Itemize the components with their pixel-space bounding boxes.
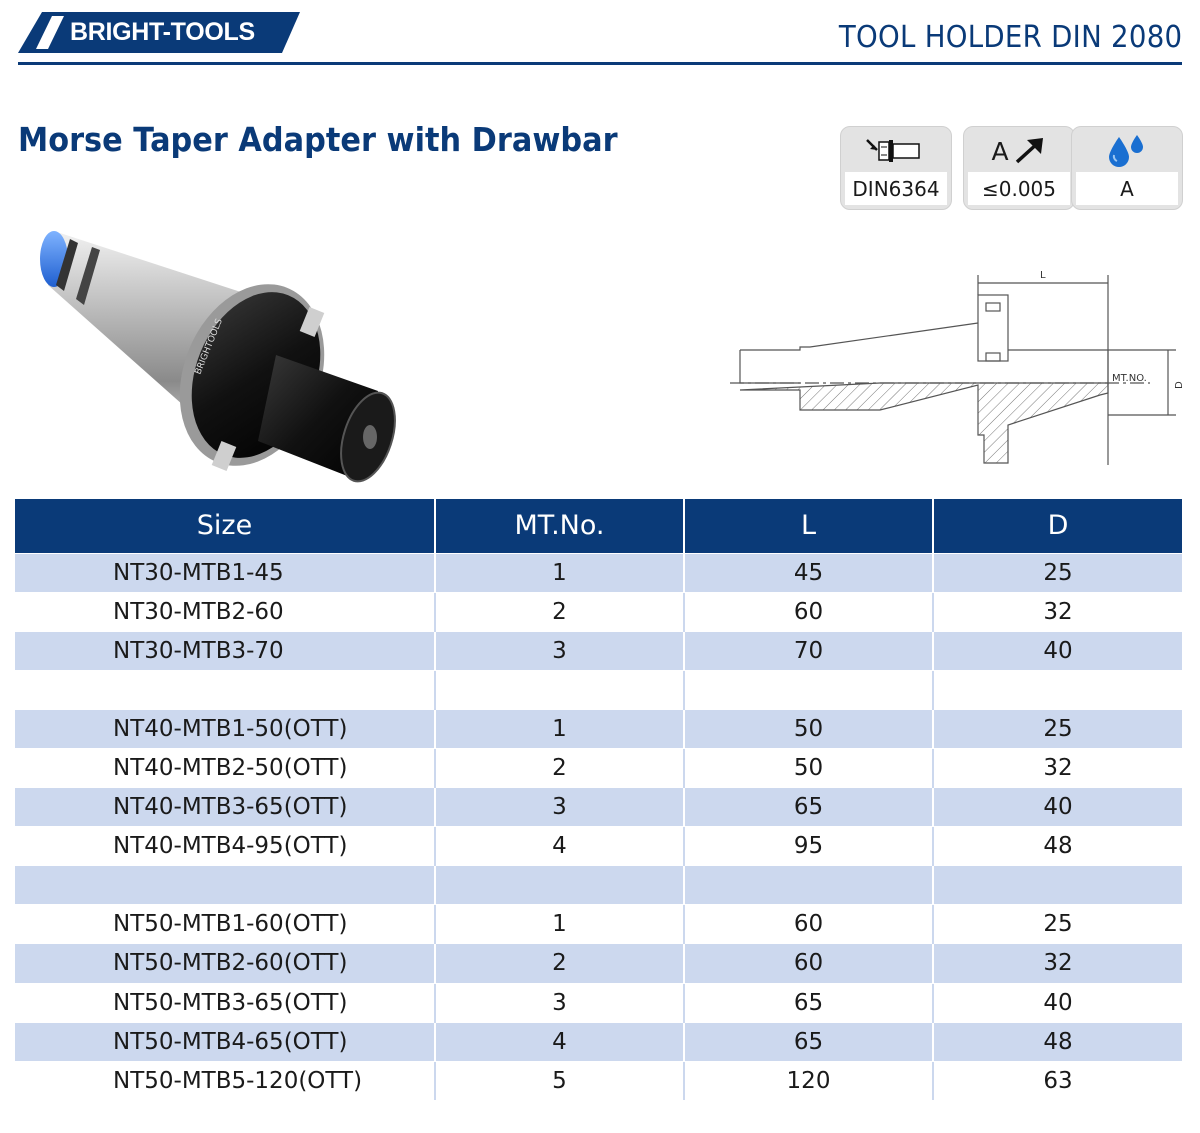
cell-size: NT30-MTB1-45 bbox=[15, 553, 435, 592]
cell-size: NT50-MTB1-60(OTT) bbox=[15, 905, 435, 944]
photo-engraving: BRIGHTOOLS bbox=[193, 317, 225, 377]
cell-l: 65 bbox=[684, 788, 933, 827]
product-photo bbox=[30, 205, 410, 495]
cell-size bbox=[15, 866, 435, 905]
badge-coolant-value: A bbox=[1076, 172, 1178, 205]
table-row bbox=[15, 592, 1182, 631]
cell-mt-no: 4 bbox=[435, 827, 684, 866]
header-divider bbox=[18, 62, 1182, 65]
runout-label: A bbox=[991, 136, 1009, 166]
cell-size: NT50-MTB4-65(OTT) bbox=[15, 1022, 435, 1061]
cell-mt-no: 1 bbox=[435, 905, 684, 944]
technical-drawing bbox=[730, 265, 1192, 475]
cell-mt-no: 2 bbox=[435, 944, 684, 983]
table-row bbox=[15, 1022, 1182, 1061]
document-title: TOOL HOLDER DIN 2080 bbox=[838, 20, 1182, 55]
cell-d: 48 bbox=[933, 1022, 1182, 1061]
cell-l: 65 bbox=[684, 983, 933, 1022]
table-row bbox=[15, 827, 1182, 866]
drawing-label-d: D bbox=[1174, 381, 1185, 389]
cell-d: 40 bbox=[933, 983, 1182, 1022]
table-header-row bbox=[15, 499, 1182, 553]
badge-runout bbox=[963, 126, 1075, 210]
header-l: L bbox=[684, 499, 933, 553]
cell-l bbox=[684, 670, 933, 709]
header-size: Size bbox=[15, 499, 435, 553]
din-standard-icon bbox=[841, 131, 951, 171]
cell-l: 60 bbox=[684, 592, 933, 631]
cell-size: NT40-MTB2-50(OTT) bbox=[15, 748, 435, 787]
badge-din-value: DIN6364 bbox=[845, 172, 947, 205]
cell-size: NT40-MTB1-50(OTT) bbox=[15, 709, 435, 748]
product-title: Morse Taper Adapter with Drawbar bbox=[18, 120, 618, 159]
cell-l: 50 bbox=[684, 748, 933, 787]
spec-table bbox=[15, 499, 1182, 1100]
coolant-drops-icon bbox=[1072, 131, 1182, 171]
cell-size: NT30-MTB3-70 bbox=[15, 631, 435, 670]
drawing-label-mt: MT.NO. bbox=[1112, 373, 1147, 384]
cell-mt-no: 4 bbox=[435, 1022, 684, 1061]
brand-name: BRIGHT-TOOLS bbox=[70, 18, 255, 46]
cell-size: NT40-MTB3-65(OTT) bbox=[15, 788, 435, 827]
cell-l: 50 bbox=[684, 709, 933, 748]
cell-l: 45 bbox=[684, 553, 933, 592]
cell-mt-no: 3 bbox=[435, 631, 684, 670]
table-spacer-row bbox=[15, 670, 1182, 709]
cell-d: 25 bbox=[933, 905, 1182, 944]
table-row bbox=[15, 709, 1182, 748]
badge-runout-value: ≤0.005 bbox=[968, 172, 1070, 205]
header-d: D bbox=[933, 499, 1182, 553]
cell-l: 60 bbox=[684, 905, 933, 944]
cell-mt-no: 2 bbox=[435, 748, 684, 787]
badge-din-standard bbox=[840, 126, 952, 210]
cell-d: 32 bbox=[933, 592, 1182, 631]
table-row bbox=[15, 631, 1182, 670]
cell-mt-no: 2 bbox=[435, 592, 684, 631]
cell-size: NT30-MTB2-60 bbox=[15, 592, 435, 631]
cell-l: 65 bbox=[684, 1022, 933, 1061]
cell-size: NT40-MTB4-95(OTT) bbox=[15, 827, 435, 866]
cell-l: 70 bbox=[684, 631, 933, 670]
cell-d: 25 bbox=[933, 709, 1182, 748]
cell-d: 25 bbox=[933, 553, 1182, 592]
cell-size: NT50-MTB2-60(OTT) bbox=[15, 944, 435, 983]
drawing-label-l: L bbox=[1040, 270, 1046, 281]
table-row bbox=[15, 983, 1182, 1022]
cell-d: 32 bbox=[933, 944, 1182, 983]
cell-mt-no bbox=[435, 670, 684, 709]
cell-d: 63 bbox=[933, 1061, 1182, 1100]
header-mt-no: MT.No. bbox=[435, 499, 684, 553]
cell-mt-no: 3 bbox=[435, 788, 684, 827]
table-row bbox=[15, 748, 1182, 787]
table-row bbox=[15, 905, 1182, 944]
cell-l: 95 bbox=[684, 827, 933, 866]
cell-l: 60 bbox=[684, 944, 933, 983]
cell-d bbox=[933, 670, 1182, 709]
cell-mt-no: 3 bbox=[435, 983, 684, 1022]
table-row bbox=[15, 553, 1182, 592]
table-row bbox=[15, 1061, 1182, 1100]
cell-size: NT50-MTB3-65(OTT) bbox=[15, 983, 435, 1022]
badge-coolant bbox=[1071, 126, 1183, 210]
cell-d: 32 bbox=[933, 748, 1182, 787]
brand-logo bbox=[18, 12, 300, 53]
cell-mt-no bbox=[435, 866, 684, 905]
table-row bbox=[15, 944, 1182, 983]
cell-d: 40 bbox=[933, 631, 1182, 670]
table-row bbox=[15, 788, 1182, 827]
cell-l: 120 bbox=[684, 1061, 933, 1100]
cell-d: 40 bbox=[933, 788, 1182, 827]
cell-size: NT50-MTB5-120(OTT) bbox=[15, 1061, 435, 1100]
cell-d bbox=[933, 866, 1182, 905]
cell-mt-no: 1 bbox=[435, 553, 684, 592]
table-spacer-row bbox=[15, 866, 1182, 905]
cell-size bbox=[15, 670, 435, 709]
cell-mt-no: 5 bbox=[435, 1061, 684, 1100]
cell-mt-no: 1 bbox=[435, 709, 684, 748]
runout-arrow-icon bbox=[1013, 136, 1047, 166]
cell-d: 48 bbox=[933, 827, 1182, 866]
cell-l bbox=[684, 866, 933, 905]
